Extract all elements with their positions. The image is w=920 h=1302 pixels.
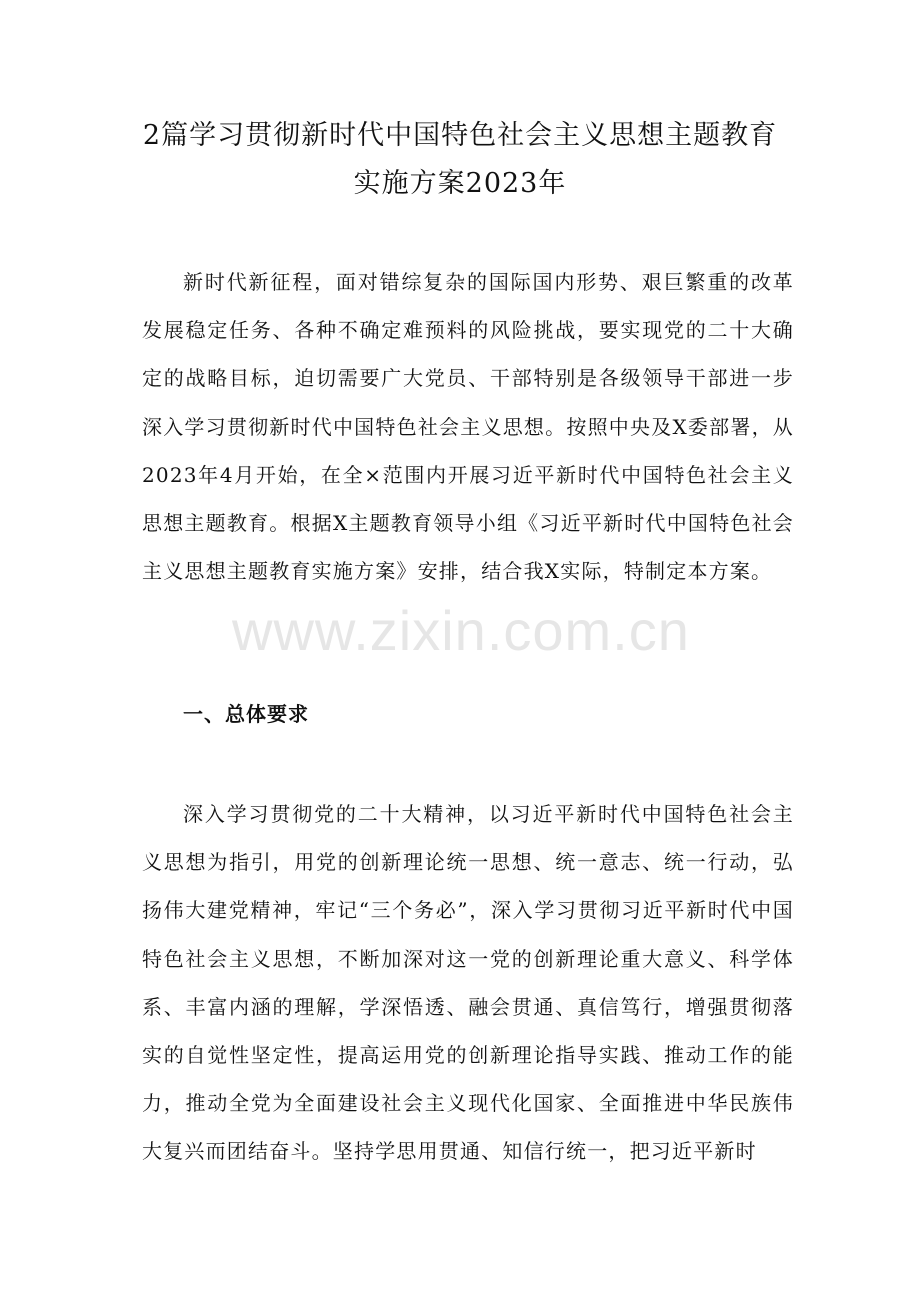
title-line-2: 实施方案2023年 bbox=[353, 168, 567, 199]
intro-paragraph: 新时代新征程，面对错综复杂的国际国内形势、艰巨繁重的改革发展稳定任务、各种不确定难预料的风险挑战，要实现党的二十大确定的战略目标，迫切需要广大党员、干部特别是各级领导干部进一步深入学习贯彻新时代中国特色社会主义思想。按照中央及X委部署，从2023年4月开始，在全×范围内开展习近平新时代中国特色社会主义思想主题教育。根据X主题教育领导小组《习近平新时代中国特色社会主义思想主题教育实施方案》安排，结合我X实际，特制定本方案。 bbox=[142, 270, 794, 584]
section-paragraph: 深入学习贯彻党的二十大精神，以习近平新时代中国特色社会主义思想为指引，用党的创新理论统一思想、统一意志、统一行动，弘扬伟大建党精神，牢记“三个务必”，深入学习贯彻习近平新时代中国特色社会主义思想，不断加深对这一党的创新理论重大意义、科学体系、丰富内涵的理解，学深悟透、融会贯通、真信笃行，增强贯彻落实的自觉性坚定性，提高运用党的创新理论指导实践、推动工作的能力，推动全党为全面建设社会主义现代化国家、全面推进中华民族伟大复兴而团结奋斗。坚持学思用贯通、知信行统一，把习近平新时 bbox=[142, 802, 794, 1164]
title-line-1: 2篇学习贯彻新时代中国特色社会主义思想主题教育 bbox=[142, 120, 778, 151]
document-title bbox=[120, 112, 800, 208]
section-heading-overall-requirements: 一、总体要求 bbox=[183, 702, 309, 726]
watermark-text: www.zixin.com.cn bbox=[232, 599, 690, 662]
